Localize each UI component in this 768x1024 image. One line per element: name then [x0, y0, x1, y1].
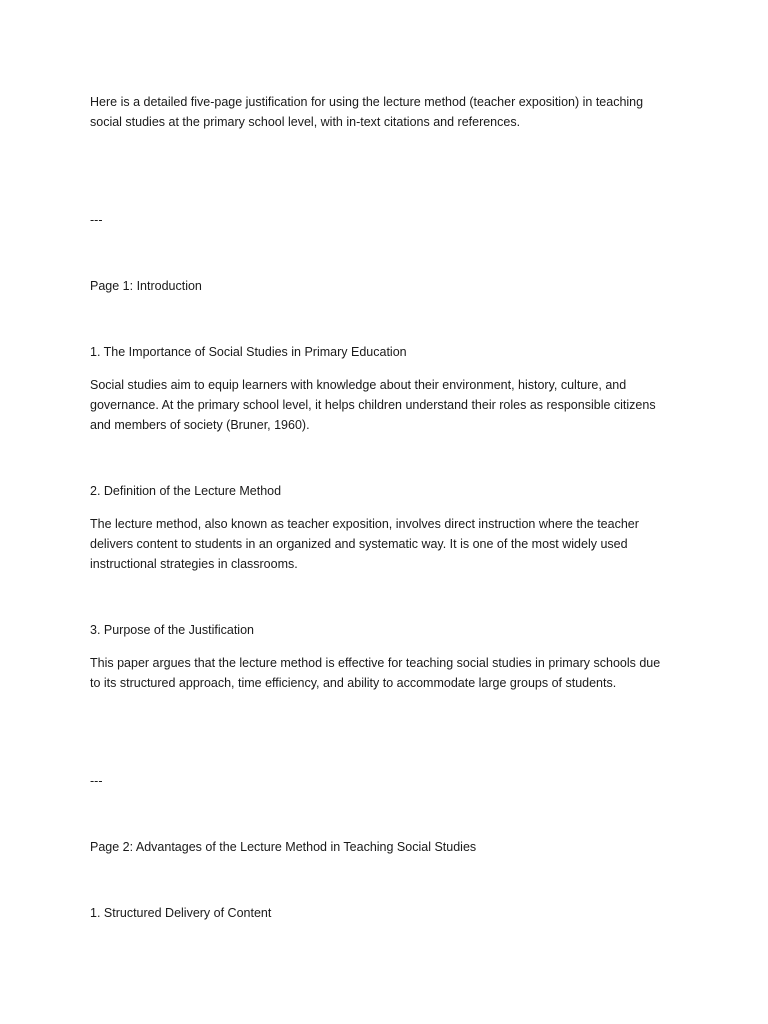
section2-heading — [90, 481, 680, 501]
page2-heading-text: Page 2: Advantages of the Lecture Method in Teaching Social Studies — [90, 840, 477, 854]
section3-body-line: This paper argues that the lecture method is effective for teaching social studies in primary schools due — [90, 656, 661, 670]
section1-heading-text: 1. The Importance of Social Studies in Primary Education — [90, 345, 407, 359]
section3-heading-text: 3. Purpose of the Justification — [90, 623, 254, 637]
page1-heading — [90, 276, 680, 296]
section2-body-line: delivers content to students in an organized and systematic way. It is one of the most widely used — [90, 537, 628, 551]
page2-section1-heading — [90, 903, 680, 923]
section1-body — [90, 375, 680, 435]
page1-heading-text: Page 1: Introduction — [90, 279, 202, 293]
intro-line: social studies at the primary school level, with in-text citations and references. — [90, 115, 521, 129]
section2-body-line: The lecture method, also known as teacher exposition, involves direct instruction where the teacher — [90, 517, 639, 531]
section1-body-line: governance. At the primary school level, it helps children understand their roles as responsible citizens — [90, 398, 656, 412]
separator-text: --- — [90, 213, 103, 227]
separator-text: --- — [90, 774, 103, 788]
page2-heading — [90, 837, 680, 857]
intro-paragraph — [90, 92, 680, 132]
section1-heading — [90, 342, 680, 362]
section2-body — [90, 514, 680, 574]
section2-body-line: instructional strategies in classrooms. — [90, 557, 298, 571]
section3-heading — [90, 620, 680, 640]
page2-section1-heading-text: 1. Structured Delivery of Content — [90, 906, 272, 920]
intro-line: Here is a detailed five-page justification for using the lecture method (teacher exposition) in teaching — [90, 95, 644, 109]
section1-body-line: and members of society (Bruner, 1960). — [90, 418, 310, 432]
section3-body — [90, 653, 680, 693]
separator — [90, 210, 680, 230]
separator — [90, 771, 680, 791]
section2-heading-text: 2. Definition of the Lecture Method — [90, 484, 282, 498]
section1-body-line: Social studies aim to equip learners with knowledge about their environment, history, culture, and — [90, 378, 627, 392]
section3-body-line: to its structured approach, time efficiency, and ability to accommodate large groups of students. — [90, 676, 617, 690]
